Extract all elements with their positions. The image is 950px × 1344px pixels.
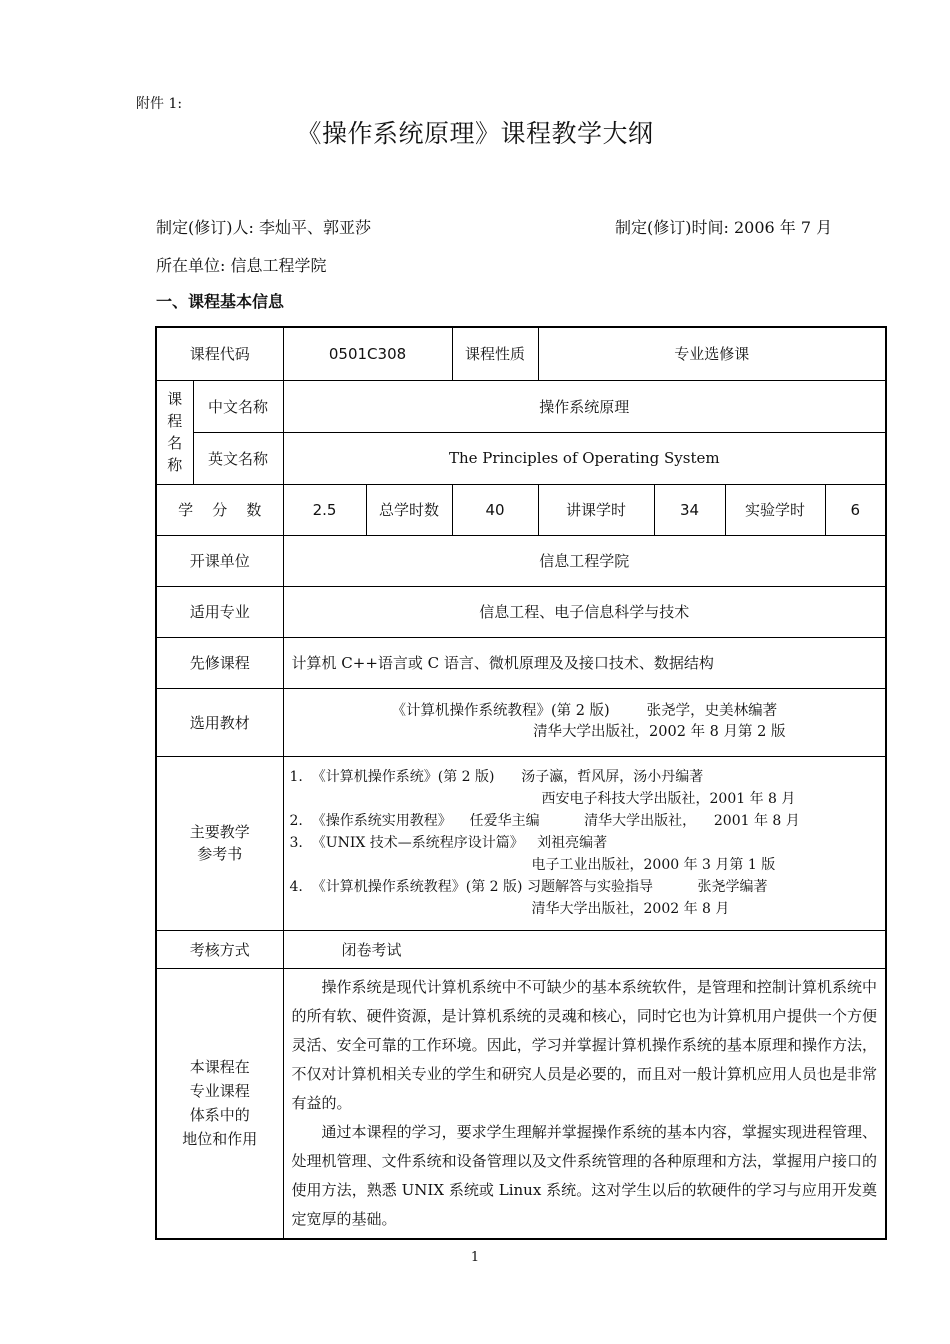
reference-item: 2. 《操作系统实用教程》 任爱华主编 清华大学出版社， 2001 年 8 月 bbox=[289, 813, 800, 829]
lab-value: 6 bbox=[825, 484, 886, 535]
row-credits bbox=[156, 484, 886, 535]
role-label-line: 体系中的 bbox=[189, 1106, 250, 1124]
row-cn-name bbox=[156, 380, 886, 432]
row-major bbox=[156, 586, 886, 637]
hours-label: 总学时数 bbox=[366, 484, 452, 535]
role-description bbox=[283, 968, 886, 1239]
row-textbook bbox=[156, 688, 886, 756]
author-line: 制定(修订)人: 李灿平、郭亚莎 bbox=[156, 218, 371, 237]
date-line: 制定(修订)时间: 2006 年 7 月 bbox=[615, 218, 833, 237]
row-assessment bbox=[156, 930, 886, 968]
role-paragraph: 操作系统是现代计算机系统中不可缺少的基本系统软件，是管理和控制计算机系统中的所有软、硬件资源，是计算机系统的灵魂和核心，同时它也为计算机用户提供一个方便灵活、安全可靠的工作环境。因此，学习并掌握计算机操作系统的基本原理和操作方法，不仅对计算机相关专业的学生和研究人员是必要的，而且对一般计算机应用人员也是非常有益的。 bbox=[291, 977, 878, 1112]
major-value: 信息工程、电子信息科学与技术 bbox=[283, 586, 886, 637]
unit-line: 所在单位: 信息工程学院 bbox=[156, 256, 327, 275]
role-label-line: 专业课程 bbox=[189, 1082, 250, 1100]
code-label: 课程代码 bbox=[156, 327, 283, 380]
major-label: 适用专业 bbox=[156, 586, 283, 637]
reference-item: 西安电子科技大学出版社，2001 年 8 月 bbox=[541, 791, 796, 807]
reference-item: 电子工业出版社，2000 年 3 月第 1 版 bbox=[531, 857, 776, 873]
row-dept bbox=[156, 535, 886, 586]
textbook-value bbox=[283, 688, 886, 756]
references-list bbox=[283, 756, 886, 930]
en-name-label: 英文名称 bbox=[193, 432, 283, 484]
dept-value: 信息工程学院 bbox=[283, 535, 886, 586]
en-name-value: The Principles of Operating System bbox=[283, 432, 886, 484]
name-group-char: 程 bbox=[167, 412, 183, 430]
row-prereq bbox=[156, 637, 886, 688]
cn-name-label: 中文名称 bbox=[193, 380, 283, 432]
assess-value: 闭卷考试 bbox=[283, 930, 886, 968]
references-label bbox=[156, 756, 283, 930]
name-group-char: 课 bbox=[167, 390, 183, 408]
code-value: 0501C308 bbox=[283, 327, 452, 380]
references-label-line: 参考书 bbox=[197, 845, 243, 863]
reference-item: 1. 《计算机操作系统》(第 2 版) 汤子瀛，哲风屏，汤小丹编著 bbox=[289, 769, 704, 785]
textbook-line: 《计算机操作系统教程》(第 2 版) 张尧学，史美林编著 bbox=[391, 703, 778, 719]
page-number: 1 bbox=[470, 1250, 480, 1265]
lecture-value: 34 bbox=[654, 484, 725, 535]
prereq-value: 计算机 C++语言或 C 语言、微机原理及及接口技术、数据结构 bbox=[283, 637, 886, 688]
reference-item: 3. 《UNIX 技术—系统程序设计篇》 刘祖亮编著 bbox=[289, 835, 608, 851]
role-paragraph: 通过本课程的学习，要求学生理解并掌握操作系统的基本内容，掌握实现进程管理、处理机管理、文件系统和设备管理以及文件系统管理的各种原理和方法，掌握用户接口的使用方法，熟悉 UNIX 系统或 Linux 系统。这对学生以后的软硬件的学习与应用开发奠定宽厚的基础。 bbox=[291, 1122, 878, 1228]
assess-label: 考核方式 bbox=[156, 930, 283, 968]
reference-item: 4. 《计算机操作系统教程》(第 2 版) 习题解答与实验指导 张尧学编著 bbox=[289, 879, 768, 895]
references-label-line: 主要教学 bbox=[189, 823, 250, 841]
attachment-label: 附件 1: bbox=[136, 96, 183, 112]
name-group-label bbox=[156, 380, 193, 484]
nature-label: 课程性质 bbox=[452, 327, 538, 380]
row-code bbox=[156, 327, 886, 380]
hours-value: 40 bbox=[452, 484, 538, 535]
name-group-char: 名 bbox=[167, 434, 183, 452]
dept-label: 开课单位 bbox=[156, 535, 283, 586]
section-heading: 一、课程基本信息 bbox=[156, 292, 285, 311]
credit-value: 2.5 bbox=[283, 484, 366, 535]
row-en-name bbox=[156, 432, 886, 484]
lecture-label: 讲课学时 bbox=[538, 484, 654, 535]
textbook-label: 选用教材 bbox=[156, 688, 283, 756]
role-label-line: 本课程在 bbox=[189, 1058, 250, 1076]
role-label bbox=[156, 968, 283, 1239]
course-info-table bbox=[155, 326, 887, 1240]
lab-label: 实验学时 bbox=[725, 484, 825, 535]
row-references bbox=[156, 756, 886, 930]
role-label-line: 地位和作用 bbox=[182, 1130, 258, 1148]
nature-value: 专业选修课 bbox=[538, 327, 886, 380]
cn-name-value: 操作系统原理 bbox=[283, 380, 886, 432]
reference-item: 清华大学出版社，2002 年 8 月 bbox=[531, 901, 730, 917]
textbook-line: 清华大学出版社，2002 年 8 月第 2 版 bbox=[533, 724, 786, 740]
row-role bbox=[156, 968, 886, 1239]
credit-label: 学 分 数 bbox=[156, 484, 283, 535]
document-title: 《操作系统原理》课程教学大纲 bbox=[296, 119, 654, 148]
name-group-char: 称 bbox=[167, 456, 183, 474]
prereq-label: 先修课程 bbox=[156, 637, 283, 688]
